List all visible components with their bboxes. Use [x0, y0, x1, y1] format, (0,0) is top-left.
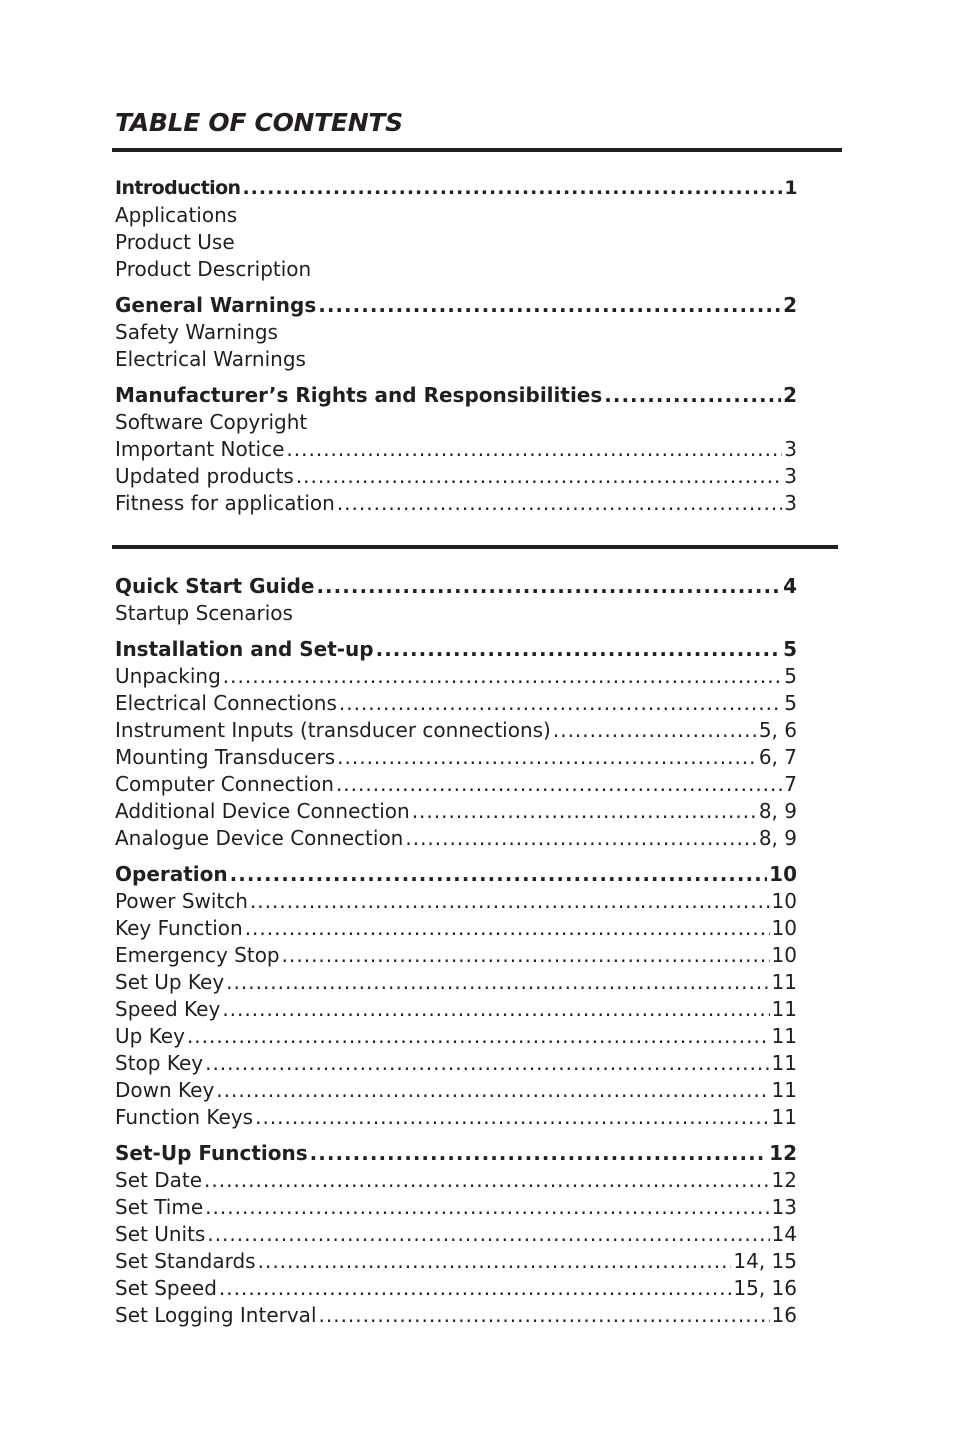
toc-page-number: 11	[771, 1051, 797, 1075]
toc-page-number: 11	[771, 997, 797, 1021]
toc-entry[interactable]	[115, 319, 797, 346]
toc-page-number: 12	[769, 1141, 797, 1165]
toc-entry-label: Software Copyright	[115, 410, 308, 434]
toc-entry-label: Emergency Stop	[115, 943, 280, 967]
toc-page-number: 11	[771, 1024, 797, 1048]
dot-leader	[316, 573, 781, 600]
toc-page-number: 10	[771, 916, 797, 940]
toc-group-main	[115, 573, 797, 1338]
toc-page-number: 3	[784, 464, 797, 488]
toc-entry[interactable]	[115, 1275, 797, 1302]
toc-entry[interactable]	[115, 744, 797, 771]
toc-page-number: 6, 7	[758, 745, 797, 769]
toc-page-number: 2	[783, 293, 797, 317]
toc-entry-label: Instrument Inputs (transducer connections)	[115, 718, 551, 742]
dot-leader	[205, 1050, 769, 1077]
toc-entry[interactable]	[115, 915, 797, 942]
dot-leader	[226, 969, 769, 996]
toc-entry-label: Electrical Connections	[115, 691, 337, 715]
toc-entry[interactable]	[115, 346, 797, 373]
toc-entry-label: Set Speed	[115, 1276, 217, 1300]
toc-page-number: 5	[783, 637, 797, 661]
toc-entry-label: Computer Connection	[115, 772, 334, 796]
toc-entry-label: Important Notice	[115, 437, 285, 461]
toc-entry[interactable]	[115, 717, 797, 744]
toc-page-number: 5	[784, 664, 797, 688]
dot-leader	[207, 1221, 769, 1248]
dot-leader	[255, 1104, 769, 1131]
dot-leader	[337, 744, 757, 771]
toc-page-number: 11	[771, 1105, 797, 1129]
toc-page-number: 2	[783, 383, 797, 407]
toc-entry-label: Fitness for application	[115, 491, 335, 515]
toc-entry[interactable]	[115, 229, 797, 256]
toc-entry[interactable]	[115, 1023, 797, 1050]
toc-page-number: 8, 9	[758, 826, 797, 850]
dot-leader	[405, 825, 756, 852]
toc-page-number: 3	[784, 491, 797, 515]
dot-leader	[204, 1167, 770, 1194]
toc-page-number: 15, 16	[733, 1276, 797, 1300]
toc-section	[115, 382, 797, 517]
dot-leader	[412, 798, 757, 825]
toc-page-number: 11	[771, 970, 797, 994]
toc-group-front-matter	[115, 175, 797, 526]
toc-entry[interactable]	[115, 463, 797, 490]
toc-page-number: 4	[783, 574, 797, 598]
dot-leader	[553, 717, 757, 744]
toc-section	[115, 573, 797, 627]
toc-entry[interactable]	[115, 1221, 797, 1248]
toc-entry[interactable]	[115, 600, 797, 627]
toc-entry-label: Safety Warnings	[115, 320, 278, 344]
toc-entry-label: Updated products	[115, 464, 294, 488]
toc-entry[interactable]	[115, 490, 797, 517]
divider-top	[112, 148, 842, 152]
toc-entry[interactable]	[115, 1050, 797, 1077]
toc-entry-label: Set Date	[115, 1168, 203, 1192]
dot-leader	[216, 1077, 769, 1104]
toc-entry-label: Set Logging Interval	[115, 1303, 317, 1327]
toc-entry-label: Manufacturer’s Rights and Responsibilities	[115, 383, 603, 407]
toc-entry-label: Set Standards	[115, 1249, 256, 1273]
toc-section-heading[interactable]	[115, 861, 797, 888]
page-title: TABLE OF CONTENTS	[115, 108, 403, 137]
dot-leader	[336, 771, 782, 798]
dot-leader	[376, 636, 781, 663]
toc-page-number: 5, 6	[758, 718, 797, 742]
toc-page-number: 10	[769, 862, 797, 886]
toc-section-heading[interactable]	[115, 292, 797, 319]
toc-entry[interactable]	[115, 825, 797, 852]
toc-entry[interactable]	[115, 1194, 797, 1221]
toc-entry-label: Additional Device Connection	[115, 799, 410, 823]
toc-entry-label: Installation and Set-up	[115, 637, 374, 661]
dot-leader	[230, 861, 768, 888]
toc-entry-label: Set Up Key	[115, 970, 225, 994]
toc-entry-label: Operation	[115, 862, 228, 886]
toc-page-number: 1	[784, 177, 797, 199]
toc-entry-label: Key Function	[115, 916, 243, 940]
toc-entry-label: Introduction	[115, 177, 241, 199]
dot-leader	[604, 382, 781, 409]
toc-entry[interactable]	[115, 942, 797, 969]
toc-entry-label: Applications	[115, 203, 238, 227]
toc-entry-label: Startup Scenarios	[115, 601, 293, 625]
toc-entry[interactable]	[115, 996, 797, 1023]
toc-entry-label: General Warnings	[115, 293, 317, 317]
dot-leader	[219, 1275, 731, 1302]
toc-entry-label: Power Switch	[115, 889, 248, 913]
toc-entry-label: Down Key	[115, 1078, 215, 1102]
toc-entry-label: Stop Key	[115, 1051, 204, 1075]
toc-entry[interactable]	[115, 888, 797, 915]
toc-section-heading[interactable]	[115, 636, 797, 663]
toc-entry[interactable]	[115, 436, 797, 463]
toc-section-heading[interactable]	[115, 175, 797, 202]
toc-page-number: 10	[771, 889, 797, 913]
toc-entry-label: Product Use	[115, 230, 235, 254]
dot-leader	[310, 1140, 768, 1167]
dot-leader	[258, 1248, 732, 1275]
toc-entry[interactable]	[115, 1167, 797, 1194]
toc-entry[interactable]	[115, 798, 797, 825]
toc-entry-label: Unpacking	[115, 664, 221, 688]
dot-leader	[319, 1302, 770, 1329]
toc-entry-label: Speed Key	[115, 997, 221, 1021]
dot-leader	[250, 888, 770, 915]
toc-page-number: 3	[784, 437, 797, 461]
toc-section	[115, 861, 797, 1131]
toc-entry[interactable]	[115, 1104, 797, 1131]
toc-entry-label: Function Keys	[115, 1105, 254, 1129]
toc-section-heading[interactable]	[115, 573, 797, 600]
toc-section	[115, 1140, 797, 1329]
toc-page-number: 5	[784, 691, 797, 715]
toc-page-number: 13	[771, 1195, 797, 1219]
toc-page-number: 11	[771, 1078, 797, 1102]
toc-page-number: 12	[771, 1168, 797, 1192]
divider-middle	[112, 545, 838, 549]
toc-entry-label: Analogue Device Connection	[115, 826, 404, 850]
toc-entry[interactable]	[115, 1077, 797, 1104]
toc-entry-label: Up Key	[115, 1024, 185, 1048]
toc-entry[interactable]	[115, 409, 797, 436]
dot-leader	[337, 490, 782, 517]
toc-section-heading[interactable]	[115, 1140, 797, 1167]
toc-section	[115, 636, 797, 852]
toc-page-number: 14	[771, 1222, 797, 1246]
toc-entry-label: Set Units	[115, 1222, 206, 1246]
toc-entry-label: Product Description	[115, 257, 312, 281]
toc-section-heading[interactable]	[115, 382, 797, 409]
toc-entry-label: Mounting Transducers	[115, 745, 336, 769]
toc-section	[115, 175, 797, 283]
toc-entry-label: Electrical Warnings	[115, 347, 306, 371]
toc-page-number: 16	[771, 1303, 797, 1327]
toc-entry[interactable]	[115, 663, 797, 690]
toc-page-number: 7	[784, 772, 797, 796]
toc-entry[interactable]	[115, 771, 797, 798]
toc-entry[interactable]	[115, 1302, 797, 1329]
dot-leader	[286, 436, 782, 463]
dot-leader	[242, 175, 782, 202]
toc-entry[interactable]	[115, 256, 797, 283]
dot-leader	[245, 915, 770, 942]
dot-leader	[282, 942, 770, 969]
toc-entry[interactable]	[115, 202, 797, 229]
dot-leader	[318, 292, 781, 319]
toc-entry[interactable]	[115, 969, 797, 996]
toc-page-number: 8, 9	[758, 799, 797, 823]
toc-entry[interactable]	[115, 690, 797, 717]
toc-entry[interactable]	[115, 1248, 797, 1275]
toc-section	[115, 292, 797, 373]
toc-entry-label: Set-Up Functions	[115, 1141, 308, 1165]
dot-leader	[296, 463, 782, 490]
dot-leader	[339, 690, 782, 717]
toc-entry-label: Set Time	[115, 1195, 204, 1219]
dot-leader	[187, 1023, 770, 1050]
dot-leader	[205, 1194, 769, 1221]
toc-page-number: 14, 15	[733, 1249, 797, 1273]
toc-entry-label: Quick Start Guide	[115, 574, 315, 598]
dot-leader	[223, 663, 782, 690]
toc-page-number: 10	[771, 943, 797, 967]
dot-leader	[222, 996, 769, 1023]
